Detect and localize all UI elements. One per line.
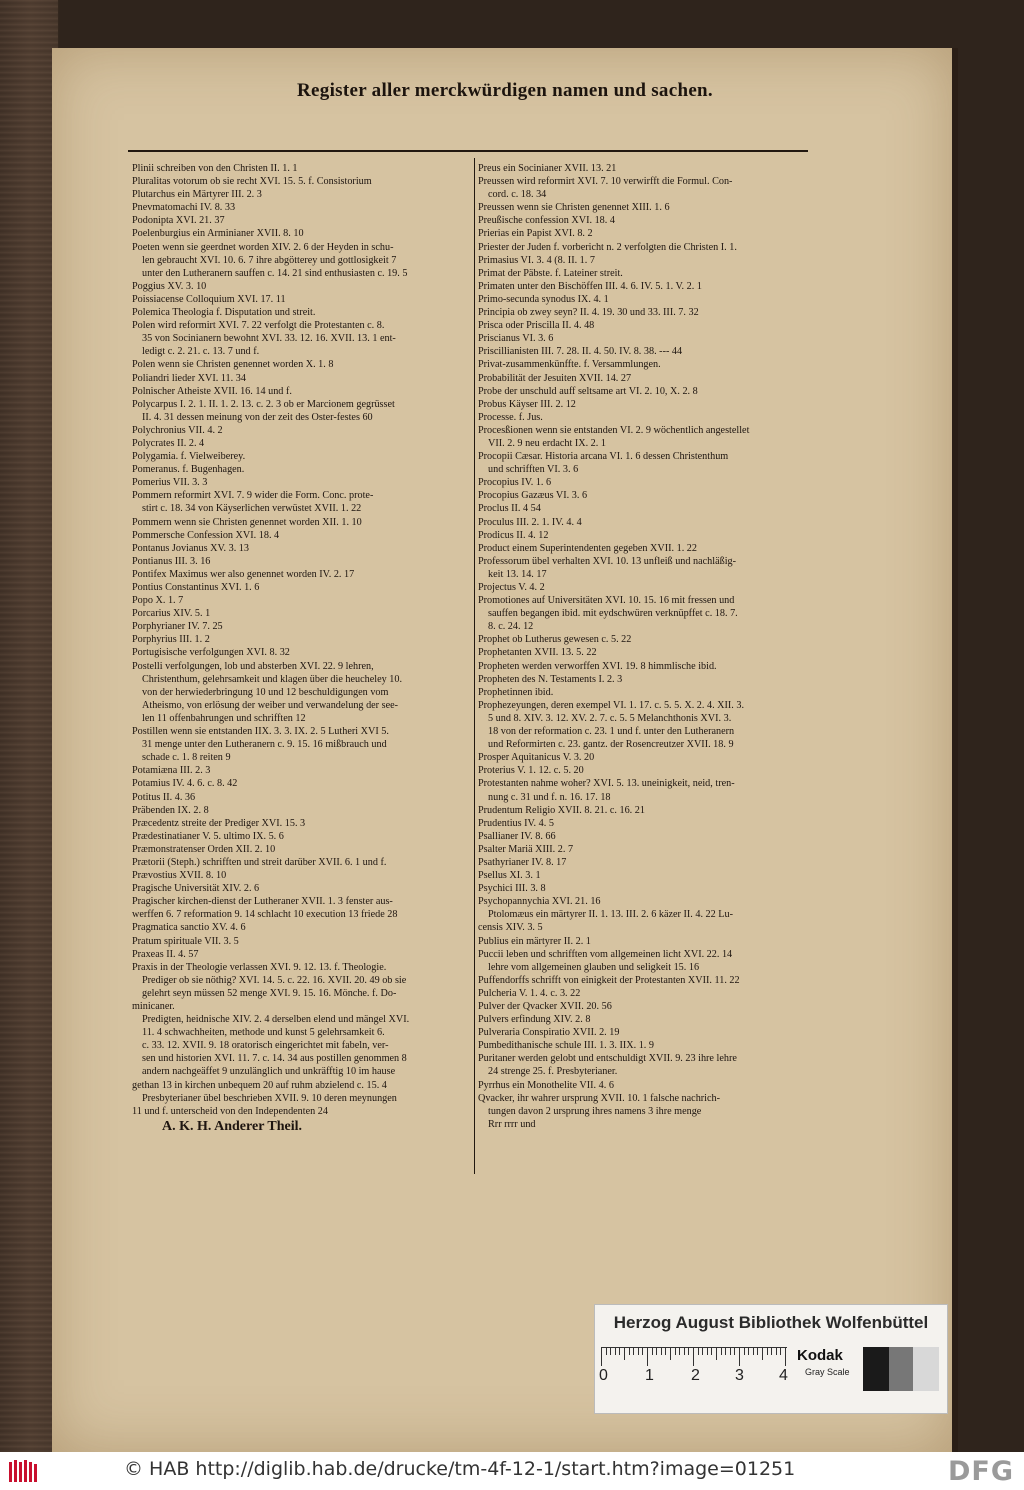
index-line: Primaten unter den Bischöffen III. 4. 6. IV. 5. 1. V. 2. 1 [478,280,702,292]
ruler-tick [767,1348,768,1355]
index-line: Porcarius XIV. 5. 1 [132,608,211,620]
ruler-tick [707,1348,708,1355]
page-header: Register aller merckwürdigen namen und sachen. [297,80,713,101]
index-line: Promotiones auf Universitäten XVI. 10. 15. 16 mit fressen und [478,595,735,607]
index-line: Prierias ein Papist XVI. 8. 2 [478,228,593,240]
gray-scale-label: Gray Scale [805,1367,850,1377]
index-line: Procopius Gazæus VI. 3. 6 [478,490,588,502]
index-line: Prophet ob Lutherus gewesen c. 5. 22 [478,634,632,646]
ruler-tick [661,1348,662,1355]
ruler-tick [684,1348,685,1355]
index-line: Postillen wenn sie entstanden IIX. 3. 3. IX. 2. 5 Lutheri XVI 5. [132,726,389,738]
index-line: Porphyrianer IV. 7. 25 [132,621,223,633]
index-line: Polnischer Atheiste XVII. 16. 14 und f. [132,385,292,397]
index-line: tungen davon 2 ursprung ihres namens 3 ihre menge [488,1105,702,1117]
index-line: 8. c. 24. 12 [488,621,534,633]
ruler-tick [693,1348,694,1366]
ruler-tick [753,1348,754,1355]
ruler-tick [624,1348,625,1360]
ruler-tick [748,1348,749,1355]
index-line: lehre vom allgemeinen glauben und seligkeit 15. 16 [488,961,700,973]
index-line: Poliandri lieder XVI. 11. 34 [132,372,246,384]
index-line: Psallianer IV. 8. 66 [478,830,556,842]
ruler-tick [633,1348,634,1355]
index-line: Pulveraria Conspiratio XVII. 2. 19 [478,1027,620,1039]
ruler-tick [688,1348,689,1355]
ruler-tick [606,1348,607,1355]
index-line: Projectus V. 4. 2 [478,582,545,593]
index-line: gelehrt seyn müssen 52 menge XVI. 9. 15. 16. Mönche. f. Do- [142,987,397,999]
ruler-tick [725,1348,726,1355]
index-line: Polycrates II. 2. 4 [132,437,205,449]
index-line: gethan 13 in kirchen unbequem 20 auf ruhm abzielend c. 15. 4 [132,1079,387,1091]
index-line: Potamius IV. 4. 6. c. 8. 42 [132,778,238,790]
index-line: Protestanten nahme woher? XVI. 5. 13. uneinigkeit, neid, tren- [478,778,735,790]
index-line: sen und historien XVI. 11. 7. c. 14. 34 aus postillen genommen 8 [142,1053,407,1065]
index-line: Pulver der Qvacker XVII. 20. 56 [478,1001,612,1012]
left-column [132,162,472,1135]
index-line: und schrifften VI. 3. 6 [488,464,579,476]
index-line: Prævostius XVII. 8. 10 [132,870,227,882]
index-line: Polygamia. f. Vielweiberey. [132,451,246,463]
ruler-number: 1 [645,1367,654,1384]
index-line: Principia ob zwey seyn? II. 4. 19. 30 und 33. III. 7. 32 [478,307,699,319]
index-line: Podonipta XVI. 21. 37 [132,215,225,227]
ruler-tick [698,1348,699,1355]
index-line: Ptolomæus ein märtyrer II. 1. 13. III. 2. 6 käzer II. 4. 22 Lu- [488,909,734,921]
ruler-number: 4 [779,1367,788,1384]
ruler-tick [601,1348,602,1366]
ruler-number: 3 [735,1367,744,1384]
index-line: Postelli verfolgungen, lob und absterben XVI. 22. 9 lehren, [132,660,374,672]
index-line: Pomerius VII. 3. 3 [132,477,208,489]
index-line: Pnevmatomachi IV. 8. 33 [132,202,236,214]
index-line: Proculus III. 2. 1. IV. 4. 4 [478,516,582,528]
ruler-tick [711,1348,712,1355]
index-line: Probabilität der Jesuiten XVII. 14. 27 [478,372,632,384]
index-line: Pratum spirituale VII. 3. 5 [132,935,239,947]
index-line: 5 und 8. XIV. 3. 12. XV. 2. 7. c. 5. 5 Melanchthonis XVI. 3. [488,712,732,724]
ruler-tick [642,1348,643,1355]
index-line: Praxis in der Theologie verlassen XVI. 9. 12. 13. f. Theologie. [132,961,387,973]
ruler-tick [776,1348,777,1355]
index-line: Processe. f. Jus. [478,411,543,423]
ruler-tick [652,1348,653,1355]
index-line: 18 von der reformation c. 23. 1 und f. unter den Lutheranern [488,726,735,738]
index-line: Psathyrianer IV. 8. 17 [478,856,567,868]
index-line: von der herwiederbringung 10 und 12 beschuldigungen vom [142,686,389,698]
right-column [478,162,820,1131]
index-line: Procesßionen wenn sie entstanden VI. 2. 9 wöchentlich angestellet [478,424,750,436]
index-line: Preussen wenn sie Christen genennet XIII. 1. 6 [478,202,670,214]
ruler-tick [716,1348,717,1360]
index-line: Product einem Superintendenten gegeben XVII. 1. 22 [478,542,697,554]
dfg-logo: DFG [947,1456,1014,1487]
index-line: Primasius VI. 3. 4 (8. II. 1. 7 [478,254,595,266]
index-line: Pyrrhus ein Monothelite VII. 4. 6 [478,1079,614,1091]
index-line: Psychopannychia XVI. 21. 16 [478,896,601,908]
index-line: und Reformirten c. 23. gantz. der Rosencreutzer XVII. 18. 9 [488,739,734,751]
index-line: sauffen begangen ibid. mit eydschwüren verknüpffet c. 18. 7. [488,608,738,620]
index-line: Pulvers erfindung XIV. 2. 8 [478,1014,591,1026]
index-line: Plinii schreiben von den Christen II. 1. 1 [132,163,298,174]
index-line: Prediger ob sie nöthig? XVI. 14. 5. c. 22. 16. XVII. 20. 49 ob sie [142,974,407,986]
index-line: stirt c. 18. 34 von Käyserlichen verwüstet XVII. 1. 22 [142,503,362,515]
index-line: Prophetinnen ibid. [478,686,554,698]
index-line: Polemica Theologia f. Disputation und streit. [132,307,316,319]
index-line: Prodicus II. 4. 12 [478,529,549,541]
index-line: Privat-zusammenkünffte. f. Versammlungen. [478,359,661,371]
index-line: andern nachgeäffet 9 unzulänglich und unkräfftig 10 im hause [142,1066,396,1078]
index-line: Prætorii (Steph.) schrifften und streit darüber XVII. 6. 1 und f. [132,856,387,868]
index-line: nung c. 31 und f. n. 16. 17. 18 [488,791,611,803]
ruler-tick [744,1348,745,1355]
index-line: len 11 offenbahrungen und schrifften 12 [142,712,306,724]
index-line: Porphyrius III. 1. 2 [132,634,210,646]
index-line: Psellus XI. 3. 1 [478,870,541,882]
ruler-tick [762,1348,763,1360]
index-line: Primo-secunda synodus IX. 4. 1 [478,293,609,305]
index-line: Publius ein märtyrer II. 2. 1 [478,935,591,947]
ruler-tick [665,1348,666,1355]
ruler-tick [702,1348,703,1355]
ruler-tick [610,1348,611,1355]
ruler-tick [656,1348,657,1355]
index-line: Prophezeyungen, deren exempel VI. 1. 17. c. 5. 5. X. 2. 4. XII. 3. [478,699,745,711]
ruler-tick [721,1348,722,1355]
ruler-tick [785,1348,786,1366]
index-line: Prudentius IV. 4. 5 [478,817,554,829]
index-line: 31 menge unter den Lutheranern c. 9. 15. 16 mißbrauch und [142,739,387,751]
index-line: Poeten wenn sie geerdnet worden XIV. 2. 6 der Heyden in schu- [132,241,394,253]
index-line: Pluralitas votorum ob sie recht XVI. 15. 5. f. Consistorium [132,176,372,188]
index-line: Preus ein Socinianer XVII. 13. 21 [478,163,617,174]
column-divider [474,158,475,1174]
index-line: Prosper Aquitanicus V. 3. 20 [478,752,595,764]
index-line: Plutarchus ein Märtyrer III. 2. 3 [132,189,262,201]
index-line: ledigt c. 2. 21. c. 13. 7 und f. [142,346,260,358]
index-line: Pontifex Maximus wer also genennet worden IV. 2. 17 [132,568,355,580]
ruler-tick [780,1348,781,1355]
gray-patch-light [913,1347,939,1391]
index-line: Puritaner werden gelobt und entschuldigt XVII. 9. 23 ihre lehre [478,1053,737,1065]
index-line: Psalter Mariä XIII. 2. 7 [478,843,574,855]
ruler-tick [615,1348,616,1355]
ruler-tick [675,1348,676,1355]
index-line: Atheismo, von erlösung der weiber und verwandelung der see- [142,699,399,711]
index-line: Pontanus Jovianus XV. 3. 13 [132,542,249,554]
index-line: Professorum übel verhalten XVI. 10. 13 unfleiß und nachläßig- [478,555,737,567]
index-line: Pommersche Confession XVI. 18. 4 [132,529,280,541]
index-line: Prophetanten XVII. 13. 5. 22 [478,647,597,659]
index-line: Præcedentz streite der Prediger XVI. 15. 3 [132,817,306,829]
gray-patch-black [863,1347,889,1391]
index-line: Proterius V. 1. 12. c. 5. 20 [478,765,584,777]
index-line: Potitus II. 4. 36 [132,791,196,803]
index-line: Potamiæna III. 2. 3 [132,765,211,777]
index-line: Pommern reformirt XVI. 7. 9 wider die Form. Conc. prote- [132,490,374,502]
index-line: VII. 2. 9 neu erdacht IX. 2. 1 [488,437,606,449]
index-line: Preußische confession XVI. 18. 4 [478,215,615,227]
ruler-tick [629,1348,630,1355]
index-line: Pragischer kirchen-dienst der Lutheraner XVII. 1. 3 fenster aus- [132,896,393,908]
index-line: keit 13. 14. 17 [488,568,547,580]
index-line: Pragische Universität XIV. 2. 6 [132,883,260,895]
header-rule [128,150,808,152]
index-line: Polycarpus I. 2. 1. II. 1. 2. 13. c. 2. 3 ob er Marcionem gegrüsset [132,398,395,410]
index-line: Primat der Päbste. f. Lateiner streit. [478,267,623,279]
card-title: Herzog August Bibliothek Wolfenbüttel [613,1313,929,1332]
index-line: Pragmatica sanctio XV. 4. 6 [132,922,246,934]
index-line: Propheten des N. Testaments I. 2. 3 [478,673,623,685]
copyright-url[interactable]: © HAB http://diglib.hab.de/drucke/tm-4f-12-1/start.htm?image=01251 [124,1458,796,1480]
index-line: Polen wenn sie Christen genennet worden X. 1. 8 [132,359,334,371]
index-line: Pomeranus. f. Bugenhagen. [132,464,245,476]
ruler-tick [739,1348,740,1366]
library-color-card [594,1304,948,1414]
index-line: Prudentum Religio XVII. 8. 21. c. 16. 21 [478,804,645,816]
ruler-tick [619,1348,620,1355]
ruler-tick [679,1348,680,1355]
index-line: Presbyterianer übel beschrieben XVII. 9. 10 deren meynungen [142,1092,397,1104]
index-line: Präbenden IX. 2. 8 [132,804,209,816]
index-line: Priscillianisten III. 7. 28. II. 4. 50. IV. 8. 38. --- 44 [478,346,683,358]
index-line: minicaner. [132,1001,175,1012]
index-line: len gebraucht XVI. 10. 6. 7 ihre abgötterey und gottlosigkeit 7 [142,254,397,266]
index-line: Pulcheria V. 1. 4. c. 3. 22 [478,987,581,999]
index-line: c. 33. 12. XVII. 9. 18 oratorisch eingerichtet mit fabeln, ver- [142,1040,389,1052]
index-line: Priester der Juden f. vorbericht n. 2 verfolgten die Christen I. 1. [478,241,737,253]
footer-bar [0,1452,1024,1490]
index-line: Portugisische verfolgungen XVI. 8. 32 [132,647,290,659]
index-line: Præmonstratenser Orden XII. 2. 10 [132,843,276,855]
ruler-number: 2 [691,1367,700,1384]
index-line: Popo X. 1. 7 [132,595,184,607]
ruler-tick [734,1348,735,1355]
ruler-tick [757,1348,758,1355]
index-line: Propheten werden verworffen XVI. 19. 8 himmlische ibid. [478,660,717,672]
ruler-number: 0 [599,1367,608,1384]
index-line: 11 und f. unterscheid von den Independenten 24 [132,1105,328,1117]
index-line: cord. c. 18. 34 [488,189,547,201]
index-line: Predigten, heidnische XIV. 2. 4 derselben elend und mängel XVI. [142,1014,410,1026]
index-line: Preussen wird reformirt XVI. 7. 10 verwirfft die Formul. Con- [478,176,733,188]
index-line: Pumbedithanische schule III. 1. 3. IIX. 1. 9 [478,1040,654,1052]
index-line: Pontius Constantinus XVI. 1. 6 [132,582,260,593]
index-line: Procopius IV. 1. 6 [478,477,552,489]
index-line: Priscianus VI. 3. 6 [478,333,554,345]
gray-patch-mid [889,1347,913,1391]
index-line: Puffendorffs schrifft von einigkeit der Protestanten XVII. 11. 22 [478,974,740,986]
index-line: Procopii Cæsar. Historia arcana VI. 1. 6 dessen Christenthum [478,451,729,463]
index-line: schade c. 1. 8 reiten 9 [142,752,231,764]
ruler-tick [638,1348,639,1355]
index-line: A. K. H. Anderer Theil. [162,1118,303,1134]
index-line: 35 von Socinianern bewohnt XVI. 33. 12. 16. XVII. 13. 1 ent- [142,333,396,345]
index-line: Prædestinatianer V. 5. ultimo IX. 5. 6 [132,830,284,842]
index-line: Rrr rrrr und [488,1118,536,1130]
index-line: II. 4. 31 dessen meinung von der zeit des Oster-festes 60 [142,411,373,423]
index-line: Pommern wenn sie Christen genennet worden XII. 1. 10 [132,516,362,528]
index-line: Poissiacense Colloquium XVI. 17. 11 [132,293,286,305]
book-binding [0,0,58,1452]
index-line: Qvacker, ihr wahrer ursprung XVII. 10. 1 falsche nachrich- [478,1092,721,1104]
index-line: Poelenburgius ein Arminianer XVII. 8. 10 [132,228,304,240]
index-line: Prisca oder Priscilla II. 4. 48 [478,320,595,332]
index-line: Poggius XV. 3. 10 [132,280,207,292]
hab-logo-icon [8,1458,38,1484]
index-line: 24 strenge 25. f. Presbyterianer. [488,1066,618,1078]
index-line: werffen 6. 7 reformation 9. 14 schlacht 10 execution 13 friede 28 [132,909,398,921]
index-line: Pontianus III. 3. 16 [132,555,211,567]
index-line: unter den Lutheranern sauffen c. 14. 21 sind enthusiasten c. 19. 5 [142,267,408,279]
index-line: Proclus II. 4 54 [478,503,541,515]
ruler-tick [670,1348,671,1360]
index-line: Praxeas II. 4. 57 [132,948,199,960]
index-line: Polychronius VII. 4. 2 [132,424,223,436]
index-line: Probe der unschuld auff seltsame art VI. 2. 10, X. 2. 8 [478,385,698,397]
index-line: Polen wird reformirt XVI. 7. 22 verfolgt die Protestanten c. 8. [132,320,385,332]
ruler-tick [647,1348,648,1366]
index-line: Puccii leben und schrifften vom allgemeinen licht XVI. 22. 14 [478,948,733,960]
index-line: Christenthum, gelehrsamkeit und klagen über die heucheley 10. [142,673,402,685]
kodak-label: Kodak [797,1347,843,1364]
ruler-tick [730,1348,731,1355]
page-edge-shadow [952,48,958,1452]
index-line: Probus Käyser III. 2. 12 [478,398,576,410]
index-line: Psychici III. 3. 8 [478,883,546,895]
index-line: 11. 4 schwachheiten, methode und kunst 5 gelehrsamkeit 6. [142,1027,385,1039]
index-line: censis XIV. 3. 5 [478,922,543,934]
ruler-tick [771,1348,772,1355]
